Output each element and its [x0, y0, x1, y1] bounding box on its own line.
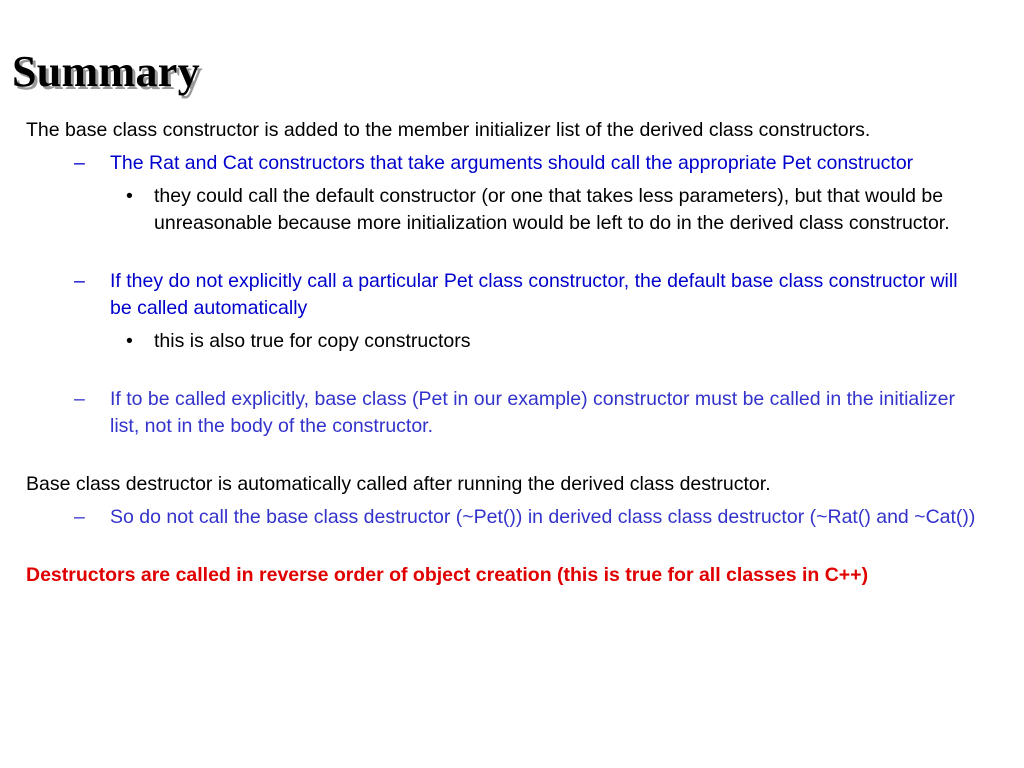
bullet-base-constructor: The base class constructor is added to the member initializer list of the derived class constructors. — [26, 119, 871, 141]
sub-bullet-destructor-call — [0, 504, 1024, 531]
slide-title: Summary — [12, 47, 200, 96]
sub-bullet-implicit-call — [0, 268, 1024, 322]
sub-sub-bullet-default-constructor — [0, 183, 1024, 237]
sub-sub-bullet-text: they could call the default constructor (or one that takes less parameters), but that would be unreasonable because more initialization would be left to do in the derived class constructor. — [154, 185, 950, 234]
sub-sub-bullet-text: this is also true for copy constructors — [154, 330, 471, 352]
sub-sub-bullet-copy-constructors — [0, 328, 1024, 355]
sub-bullet-text: If they do not explicitly call a particular Pet class constructor, the default base class constructor will be called automatically — [110, 270, 958, 319]
dash-marker: – — [74, 152, 85, 174]
dash-marker: – — [74, 506, 85, 528]
bullet-destructor-order: Destructors are called in reverse order of object creation (this is true for all classes in C++) — [26, 564, 869, 586]
sub-bullet-text: So do not call the base class destructor (~Pet()) in derived class class destructor (~Rat() and ~Cat()) — [110, 506, 976, 528]
sub-bullet-explicit-call — [0, 386, 1024, 440]
sub-bullet-text: If to be called explicitly, base class (Pet in our example) constructor must be called in the initializer list, not in the body of the constructor. — [110, 388, 956, 437]
dash-marker: – — [74, 270, 85, 292]
slide-body — [0, 117, 1024, 589]
bullet-marker: • — [126, 330, 133, 352]
bullet-marker: • — [126, 185, 133, 207]
sub-bullet-text: The Rat and Cat constructors that take arguments should call the appropriate Pet constructor — [110, 152, 914, 174]
sub-bullet-rat-cat-constructors — [0, 150, 1024, 177]
dash-marker: – — [74, 388, 85, 410]
bullet-base-destructor: Base class destructor is automatically called after running the derived class destructor. — [26, 473, 771, 495]
